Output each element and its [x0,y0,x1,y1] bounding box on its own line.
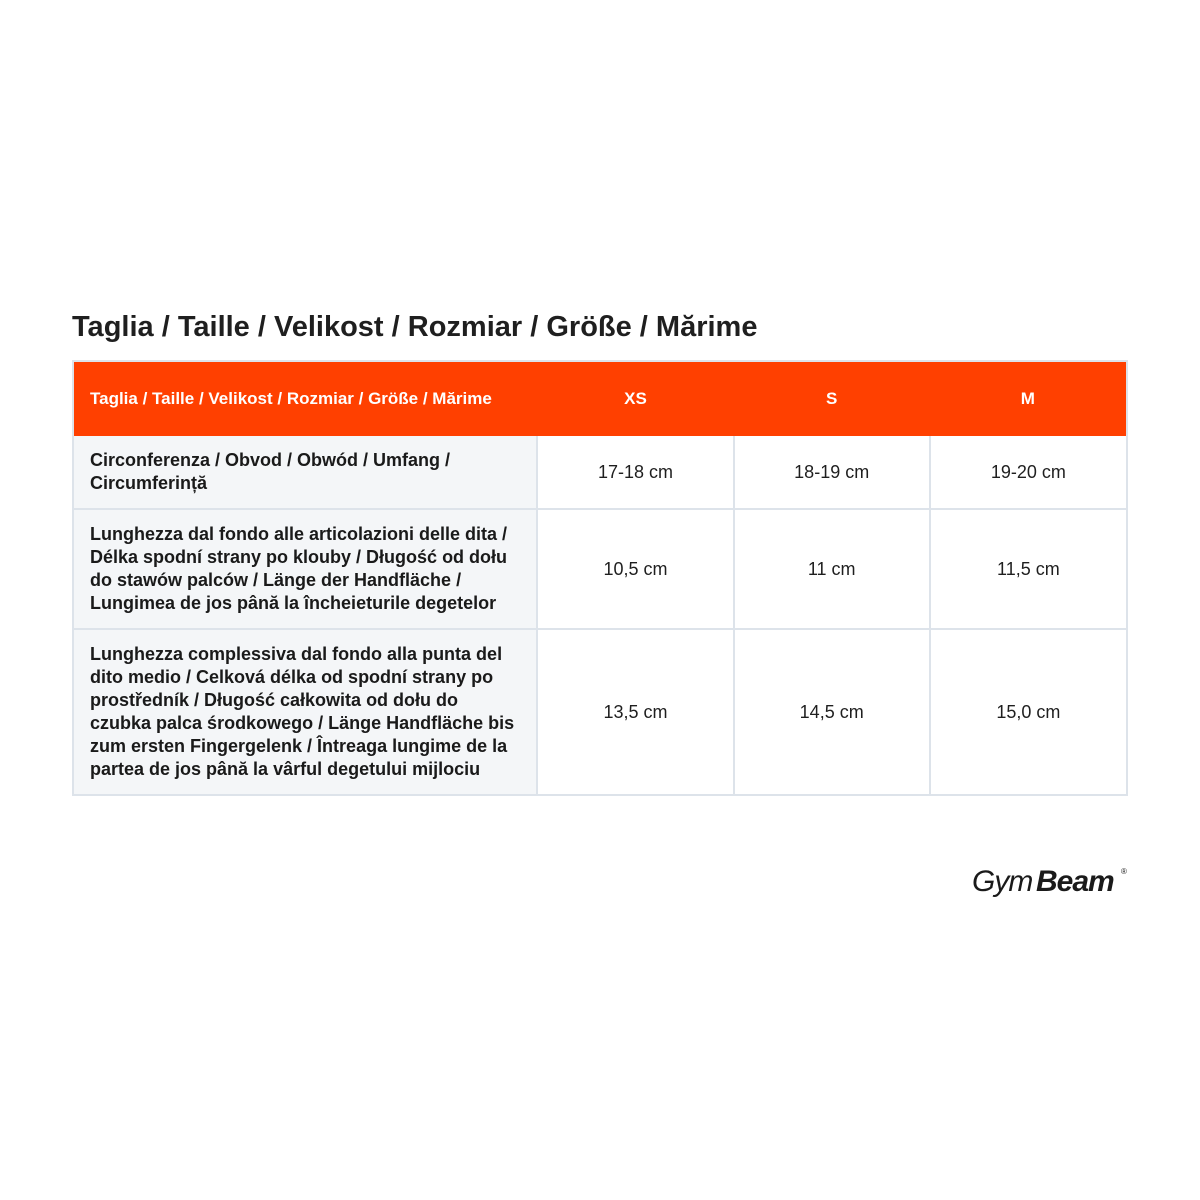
table-header-row [74,362,1126,436]
table-cell: 14,5 cm [734,629,930,794]
page-title: Taglia / Taille / Velikost / Rozmiar / Größe / Mărime [72,311,758,343]
logo-text-beam: Beam [1036,865,1114,898]
row-label-circumference: Circonferenza / Obvod / Obwód / Umfang / Circumferință [74,436,537,509]
table-cell: 19-20 cm [930,436,1126,509]
table-cell: 15,0 cm [930,629,1126,794]
table-row [74,509,1126,629]
table-cell: 17-18 cm [537,436,733,509]
table-cell: 13,5 cm [537,629,733,794]
logo-text-gym: Gym [972,865,1033,898]
registered-mark: ® [1121,867,1127,876]
table-cell: 11,5 cm [930,509,1126,629]
table-cell: 10,5 cm [537,509,733,629]
header-size-m: M [930,362,1126,436]
gymbeam-logo [972,862,1132,902]
header-size-xs: XS [537,362,733,436]
size-table [72,360,1128,796]
table-row [74,629,1126,794]
table-cell: 11 cm [734,509,930,629]
header-size-s: S [734,362,930,436]
size-chart-table [74,362,1126,794]
row-label-palm-length: Lunghezza dal fondo alle articolazioni delle dita / Délka spodní strany po klouby / Długość od dołu do stawów palców / Länge der Handfläche / Lungimea de jos până la încheieturile degetelor [74,509,537,629]
row-label-total-length: Lunghezza complessiva dal fondo alla punta del dito medio / Celková délka od spodní strany po prostředník / Długość całkowita od dołu do czubka palca środkowego / Länge Handfläche bis zum ersten Fingergelenk / Întreaga lungime de la partea de jos până la vârful degetului mijlociu [74,629,537,794]
table-cell: 18-19 cm [734,436,930,509]
header-label-cell: Taglia / Taille / Velikost / Rozmiar / Größe / Mărime [74,362,537,436]
table-row [74,436,1126,509]
